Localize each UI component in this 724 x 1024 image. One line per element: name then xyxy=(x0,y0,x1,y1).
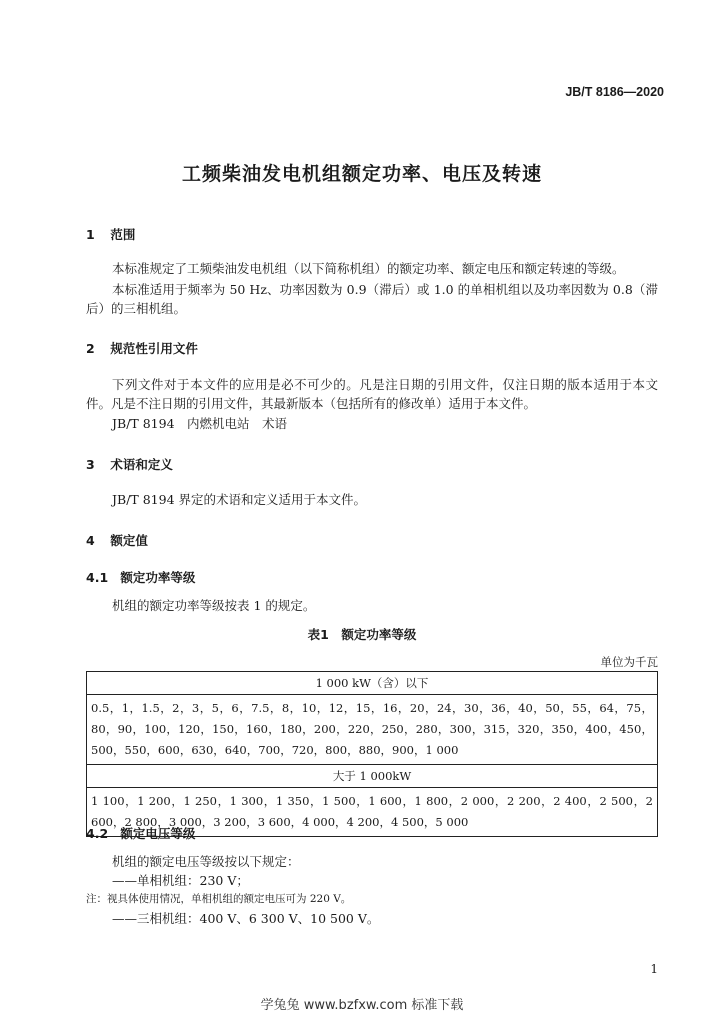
section-title: 额定功率等级 xyxy=(120,570,196,585)
section-4-2-heading xyxy=(86,824,195,842)
section-number: 1 xyxy=(86,227,95,242)
table-caption: 表1 额定功率等级 xyxy=(307,627,417,642)
rated-power-table xyxy=(86,671,658,837)
table-values-below-1000kw: 0.5，1，1.5，2，3，5，6，7.5，8，10，12，15，16，20，24，30，36，40，50，55，64，75，80，90，100，120，150，160，180，200，220，250，280，300，315，320，350，400，450，500，550，600，630，640，700，720，800，880，900，1 000 xyxy=(87,695,658,765)
table-row xyxy=(87,765,658,788)
section-2-heading xyxy=(86,339,198,357)
table-header-above-1000kw: 大于 1 000kW xyxy=(87,765,658,788)
section-3-heading xyxy=(86,455,173,473)
section-title: 额定值 xyxy=(110,533,148,548)
voltage-item-single-phase: ——单相机组：230 V； xyxy=(112,873,249,888)
section-1-paragraph-1: 本标准规定了工频柴油发电机组（以下简称机组）的额定功率、额定电压和额定转速的等级。 xyxy=(112,261,625,276)
section-number: 4.2 xyxy=(86,826,109,841)
table-header-below-1000kw: 1 000 kW（含）以下 xyxy=(87,672,658,695)
section-number: 3 xyxy=(86,457,95,472)
footer-watermark: 学兔兔 www.bzfxw.com 标准下载 xyxy=(260,998,464,1013)
document-title: 工频柴油发电机组额定功率、电压及转速 xyxy=(181,163,542,185)
table-row xyxy=(87,695,658,765)
standard-number: JB/T 8186—2020 xyxy=(565,85,664,99)
voltage-note: 注：视具体使用情况，单相机组的额定电压可为 220 V。 xyxy=(86,893,352,905)
section-number: 4 xyxy=(86,533,95,548)
table-row xyxy=(87,672,658,695)
section-3-paragraph-1: JB/T 8194 界定的术语和定义适用于本文件。 xyxy=(112,492,367,507)
section-1-heading xyxy=(86,225,135,243)
section-number: 4.1 xyxy=(86,570,109,585)
voltage-item-three-phase: ——三相机组：400 V、6 300 V、10 500 V。 xyxy=(112,911,380,926)
page-number: 1 xyxy=(650,962,658,976)
section-title: 术语和定义 xyxy=(110,457,173,472)
section-number: 2 xyxy=(86,341,95,356)
section-4-heading xyxy=(86,531,148,549)
section-4-1-paragraph: 机组的额定功率等级按表 1 的规定。 xyxy=(112,598,316,613)
table-values-above-1000kw: 1 100，1 200，1 250，1 300，1 350，1 500，1 600，1 800，2 000，2 200，2 400，2 500，2 600，2 800，3 000，3 200，3 600，4 000，4 200，4 500，5 000 xyxy=(87,788,658,837)
section-title: 额定电压等级 xyxy=(120,826,196,841)
section-2-paragraph-1: 下列文件对于本文件的应用是必不可少的。凡是注日期的引用文件，仅注日期的版本适用于本文件。凡是不注日期的引用文件，其最新版本（包括所有的修改单）适用于本文件。 xyxy=(86,377,658,411)
table-unit: 单位为千瓦 xyxy=(600,655,658,669)
section-1-paragraph-2: 本标准适用于频率为 50 Hz、功率因数为 0.9（滞后）或 1.0 的单相机组以及功率因数为 0.8（滞后）的三相机组。 xyxy=(86,282,658,316)
section-title: 规范性引用文件 xyxy=(110,341,198,356)
section-title: 范围 xyxy=(110,227,136,242)
normative-reference: JB/T 8194 内燃机电站 术语 xyxy=(112,416,288,431)
section-4-1-heading xyxy=(86,568,195,586)
section-4-2-paragraph: 机组的额定电压等级按以下规定： xyxy=(112,854,300,869)
